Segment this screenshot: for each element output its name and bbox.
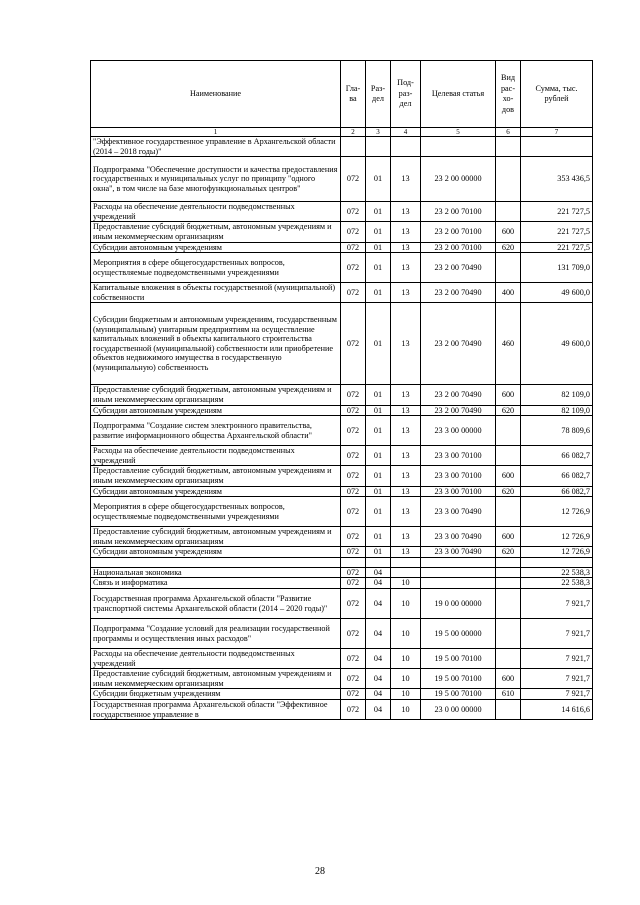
cell-name: Субсидии автономным учреждениям: [91, 486, 341, 497]
cell-glava: 072: [341, 589, 366, 619]
cell-glava: 072: [341, 385, 366, 405]
table-header-row: [91, 61, 593, 128]
cell-vid: [496, 157, 521, 202]
column-number: 5: [421, 128, 496, 137]
cell-target: 19 5 00 70100: [421, 689, 496, 700]
table-row: [91, 567, 593, 578]
cell-razdel: 01: [366, 222, 391, 242]
cell-glava: 072: [341, 578, 366, 589]
cell-razdel: 04: [366, 700, 391, 720]
cell-razdel: 04: [366, 589, 391, 619]
cell-vid: [496, 700, 521, 720]
cell-target: 23 3 00 70490: [421, 527, 496, 547]
cell-razdel: 01: [366, 547, 391, 558]
cell-vid: 600: [496, 385, 521, 405]
cell-vid: [496, 589, 521, 619]
table-row: [91, 649, 593, 669]
cell-sum: 82 109,0: [521, 385, 593, 405]
cell-target: [421, 578, 496, 589]
cell-sum: 78 809,6: [521, 416, 593, 446]
cell-name: "Эффективное государственное управление в Архангельской области (2014 – 2018 годы)": [91, 137, 341, 157]
cell-razdel: 04: [366, 567, 391, 578]
cell-glava: 072: [341, 497, 366, 527]
cell-name: Подпрограмма "Создание систем электронного правительства, развитие информационного общества Архангельской области": [91, 416, 341, 446]
cell-podrazdel: 13: [391, 547, 421, 558]
cell-podrazdel: 13: [391, 202, 421, 222]
cell-razdel: 01: [366, 202, 391, 222]
cell-name: Расходы на обеспечение деятельности подведомственных учреждений: [91, 649, 341, 669]
cell-glava: 072: [341, 416, 366, 446]
cell-sum: 14 616,6: [521, 700, 593, 720]
cell-target: 23 2 00 70490: [421, 283, 496, 303]
cell-sum: 221 727,5: [521, 242, 593, 253]
cell-target: 23 3 00 70490: [421, 497, 496, 527]
table-row: [91, 416, 593, 446]
cell-vid: [496, 416, 521, 446]
cell-vid: 400: [496, 283, 521, 303]
cell-sum: 221 727,5: [521, 202, 593, 222]
cell-target: 23 0 00 00000: [421, 700, 496, 720]
cell-sum: 49 600,0: [521, 283, 593, 303]
column-number: 7: [521, 128, 593, 137]
header-vid: Вид рас-хо-дов: [496, 61, 521, 128]
cell-glava: 072: [341, 222, 366, 242]
cell-razdel: 01: [366, 283, 391, 303]
cell-podrazdel: 10: [391, 589, 421, 619]
cell-vid: 460: [496, 303, 521, 385]
table-row: [91, 405, 593, 416]
cell-target: [421, 557, 496, 567]
table-row: [91, 385, 593, 405]
table-row: [91, 242, 593, 253]
cell-sum: 82 109,0: [521, 405, 593, 416]
cell-glava: [341, 137, 366, 157]
header-podrazdel: Под-раз-дел: [391, 61, 421, 128]
table-row: [91, 157, 593, 202]
cell-sum: 22 538,3: [521, 567, 593, 578]
cell-name: Субсидии автономным учреждениям: [91, 547, 341, 558]
cell-razdel: 01: [366, 416, 391, 446]
cell-vid: [496, 567, 521, 578]
cell-target: 23 3 00 70490: [421, 547, 496, 558]
cell-razdel: 04: [366, 689, 391, 700]
cell-name: Предоставление субсидий бюджетным, автономным учреждениям и иным некоммерческим организациям: [91, 466, 341, 486]
page-number: 28: [315, 866, 325, 877]
cell-razdel: 01: [366, 405, 391, 416]
cell-vid: 600: [496, 527, 521, 547]
table-row: [91, 619, 593, 649]
cell-name: [91, 557, 341, 567]
cell-target: 19 5 00 70100: [421, 649, 496, 669]
cell-name: Субсидии бюджетным учреждениям: [91, 689, 341, 700]
table-row: [91, 283, 593, 303]
cell-sum: 7 921,7: [521, 619, 593, 649]
cell-target: 19 5 00 70100: [421, 669, 496, 689]
cell-podrazdel: 13: [391, 405, 421, 416]
cell-glava: 072: [341, 547, 366, 558]
cell-vid: [496, 557, 521, 567]
cell-name: Государственная программа Архангельской области "Развитие транспортной системы Архангельской области (2014 – 2020 годы)": [91, 589, 341, 619]
cell-glava: 072: [341, 689, 366, 700]
cell-glava: 072: [341, 619, 366, 649]
cell-sum: [521, 557, 593, 567]
cell-glava: 072: [341, 669, 366, 689]
cell-podrazdel: 10: [391, 700, 421, 720]
cell-podrazdel: 13: [391, 253, 421, 283]
cell-glava: 072: [341, 446, 366, 466]
cell-glava: 072: [341, 567, 366, 578]
cell-glava: 072: [341, 242, 366, 253]
cell-name: Национальная экономика: [91, 567, 341, 578]
cell-podrazdel: 13: [391, 527, 421, 547]
cell-vid: [496, 137, 521, 157]
cell-target: 23 2 00 70490: [421, 253, 496, 283]
table-row: [91, 303, 593, 385]
cell-vid: 600: [496, 222, 521, 242]
cell-glava: 072: [341, 202, 366, 222]
cell-podrazdel: 13: [391, 466, 421, 486]
cell-razdel: 01: [366, 486, 391, 497]
cell-name: Мероприятия в сфере общегосударственных вопросов, осуществляемые подведомственными учреждениями: [91, 497, 341, 527]
table-row: [91, 527, 593, 547]
cell-name: Предоставление субсидий бюджетным, автономным учреждениям и иным некоммерческим организациям: [91, 669, 341, 689]
cell-podrazdel: 13: [391, 416, 421, 446]
header-target: Целевая статья: [421, 61, 496, 128]
cell-sum: 66 082,7: [521, 466, 593, 486]
cell-sum: 221 727,5: [521, 222, 593, 242]
cell-glava: [341, 557, 366, 567]
cell-vid: [496, 619, 521, 649]
cell-glava: 072: [341, 157, 366, 202]
cell-glava: 072: [341, 253, 366, 283]
cell-target: 23 2 00 70100: [421, 202, 496, 222]
budget-table: [90, 60, 593, 720]
cell-target: 19 5 00 00000: [421, 619, 496, 649]
cell-sum: 49 600,0: [521, 303, 593, 385]
cell-sum: 66 082,7: [521, 446, 593, 466]
cell-name: Расходы на обеспечение деятельности подведомственных учреждений: [91, 202, 341, 222]
cell-sum: [521, 137, 593, 157]
cell-name: Субсидии бюджетным и автономным учреждениям, государственным (муниципальным) унитарным предприятиям на осуществление капитальных вложений в объекты капитального строительства государственной (муниципальной) собственности или приобретение объектов недвижимого имущества в государственную (муниципальную) собственность: [91, 303, 341, 385]
cell-target: [421, 137, 496, 157]
cell-razdel: [366, 557, 391, 567]
cell-vid: [496, 446, 521, 466]
cell-name: Связь и информатика: [91, 578, 341, 589]
cell-vid: 620: [496, 547, 521, 558]
cell-sum: 131 709,0: [521, 253, 593, 283]
cell-razdel: 01: [366, 497, 391, 527]
cell-name: Предоставление субсидий бюджетным, автономным учреждениям и иным некоммерческим организациям: [91, 222, 341, 242]
cell-target: 23 3 00 70100: [421, 466, 496, 486]
cell-podrazdel: [391, 137, 421, 157]
cell-sum: 353 436,5: [521, 157, 593, 202]
cell-name: Предоставление субсидий бюджетным, автономным учреждениям и иным некоммерческим организациям: [91, 527, 341, 547]
cell-podrazdel: 13: [391, 486, 421, 497]
cell-podrazdel: 10: [391, 649, 421, 669]
header-razdel: Раз-дел: [366, 61, 391, 128]
cell-sum: 7 921,7: [521, 669, 593, 689]
cell-vid: 620: [496, 405, 521, 416]
table-row: [91, 589, 593, 619]
cell-podrazdel: 13: [391, 385, 421, 405]
cell-name: Государственная программа Архангельской области "Эффективное государственное управление в: [91, 700, 341, 720]
table-row: [91, 137, 593, 157]
cell-target: 23 2 00 70100: [421, 242, 496, 253]
cell-vid: [496, 649, 521, 669]
table-row: [91, 689, 593, 700]
cell-target: 23 2 00 70100: [421, 222, 496, 242]
table-row: [91, 466, 593, 486]
cell-podrazdel: 10: [391, 578, 421, 589]
cell-podrazdel: 10: [391, 689, 421, 700]
cell-razdel: 01: [366, 466, 391, 486]
cell-razdel: 01: [366, 157, 391, 202]
table-body: [91, 137, 593, 720]
cell-glava: 072: [341, 466, 366, 486]
cell-name: Мероприятия в сфере общегосударственных вопросов, осуществляемые подведомственными учреждениями: [91, 253, 341, 283]
cell-vid: 620: [496, 486, 521, 497]
cell-vid: 600: [496, 669, 521, 689]
cell-target: [421, 567, 496, 578]
cell-name: Предоставление субсидий бюджетным, автономным учреждениям и иным некоммерческим организациям: [91, 385, 341, 405]
cell-vid: 620: [496, 242, 521, 253]
table-row: [91, 486, 593, 497]
header-name: Наименование: [91, 61, 341, 128]
cell-name: Расходы на обеспечение деятельности подведомственных учреждений: [91, 446, 341, 466]
column-number: 3: [366, 128, 391, 137]
table-row: [91, 557, 593, 567]
cell-razdel: 01: [366, 385, 391, 405]
cell-glava: 072: [341, 649, 366, 669]
cell-vid: [496, 253, 521, 283]
cell-target: 23 3 00 00000: [421, 416, 496, 446]
cell-target: 23 2 00 70490: [421, 405, 496, 416]
cell-target: 23 3 00 70100: [421, 446, 496, 466]
table-row: [91, 497, 593, 527]
cell-glava: 072: [341, 527, 366, 547]
cell-sum: 12 726,9: [521, 527, 593, 547]
cell-podrazdel: 10: [391, 669, 421, 689]
cell-vid: 610: [496, 689, 521, 700]
cell-glava: 072: [341, 283, 366, 303]
header-glava: Гла-ва: [341, 61, 366, 128]
cell-name: Подпрограмма "Создание условий для реализации государственной программы и осуществления иных расходов": [91, 619, 341, 649]
cell-razdel: [366, 137, 391, 157]
table-row: [91, 202, 593, 222]
cell-name: Капитальные вложения в объекты государственной (муниципальной) собственности: [91, 283, 341, 303]
cell-target: 23 2 00 70490: [421, 385, 496, 405]
column-number: 1: [91, 128, 341, 137]
cell-podrazdel: 13: [391, 222, 421, 242]
cell-sum: 7 921,7: [521, 649, 593, 669]
cell-vid: 600: [496, 466, 521, 486]
cell-vid: [496, 497, 521, 527]
cell-name: Субсидии автономным учреждениям: [91, 242, 341, 253]
table-row: [91, 222, 593, 242]
cell-sum: 66 082,7: [521, 486, 593, 497]
column-number: 2: [341, 128, 366, 137]
cell-podrazdel: 13: [391, 157, 421, 202]
cell-sum: 12 726,9: [521, 547, 593, 558]
cell-podrazdel: 13: [391, 283, 421, 303]
cell-name: Подпрограмма "Обеспечение доступности и качества предоставления государственных и муниципальных услуг по принципу "одного окна", в том числе на базе многофункциональных центров": [91, 157, 341, 202]
cell-podrazdel: 13: [391, 497, 421, 527]
cell-sum: 7 921,7: [521, 589, 593, 619]
cell-sum: 12 726,9: [521, 497, 593, 527]
cell-name: Субсидии автономным учреждениям: [91, 405, 341, 416]
cell-target: 23 3 00 70100: [421, 486, 496, 497]
cell-razdel: 04: [366, 578, 391, 589]
cell-razdel: 04: [366, 619, 391, 649]
cell-razdel: 01: [366, 527, 391, 547]
cell-glava: 072: [341, 405, 366, 416]
cell-podrazdel: [391, 557, 421, 567]
cell-glava: 072: [341, 486, 366, 497]
table-row: [91, 578, 593, 589]
cell-sum: 22 538,3: [521, 578, 593, 589]
table-row: [91, 700, 593, 720]
cell-target: 23 2 00 00000: [421, 157, 496, 202]
table-row: [91, 669, 593, 689]
cell-razdel: 04: [366, 669, 391, 689]
cell-podrazdel: 13: [391, 446, 421, 466]
cell-razdel: 01: [366, 253, 391, 283]
cell-razdel: 01: [366, 446, 391, 466]
table-row: [91, 253, 593, 283]
cell-razdel: 01: [366, 242, 391, 253]
cell-sum: 7 921,7: [521, 689, 593, 700]
cell-razdel: 01: [366, 303, 391, 385]
cell-podrazdel: 13: [391, 242, 421, 253]
cell-vid: [496, 578, 521, 589]
header-sum: Сумма, тыс. рублей: [521, 61, 593, 128]
column-number: 6: [496, 128, 521, 137]
cell-glava: 072: [341, 700, 366, 720]
cell-target: 19 0 00 00000: [421, 589, 496, 619]
cell-podrazdel: [391, 567, 421, 578]
cell-vid: [496, 202, 521, 222]
cell-glava: 072: [341, 303, 366, 385]
document-page: [90, 60, 592, 720]
cell-razdel: 04: [366, 649, 391, 669]
cell-target: 23 2 00 70490: [421, 303, 496, 385]
cell-podrazdel: 13: [391, 303, 421, 385]
column-number: 4: [391, 128, 421, 137]
cell-podrazdel: 10: [391, 619, 421, 649]
table-row: [91, 547, 593, 558]
table-row: [91, 446, 593, 466]
column-number-row: [91, 128, 593, 137]
